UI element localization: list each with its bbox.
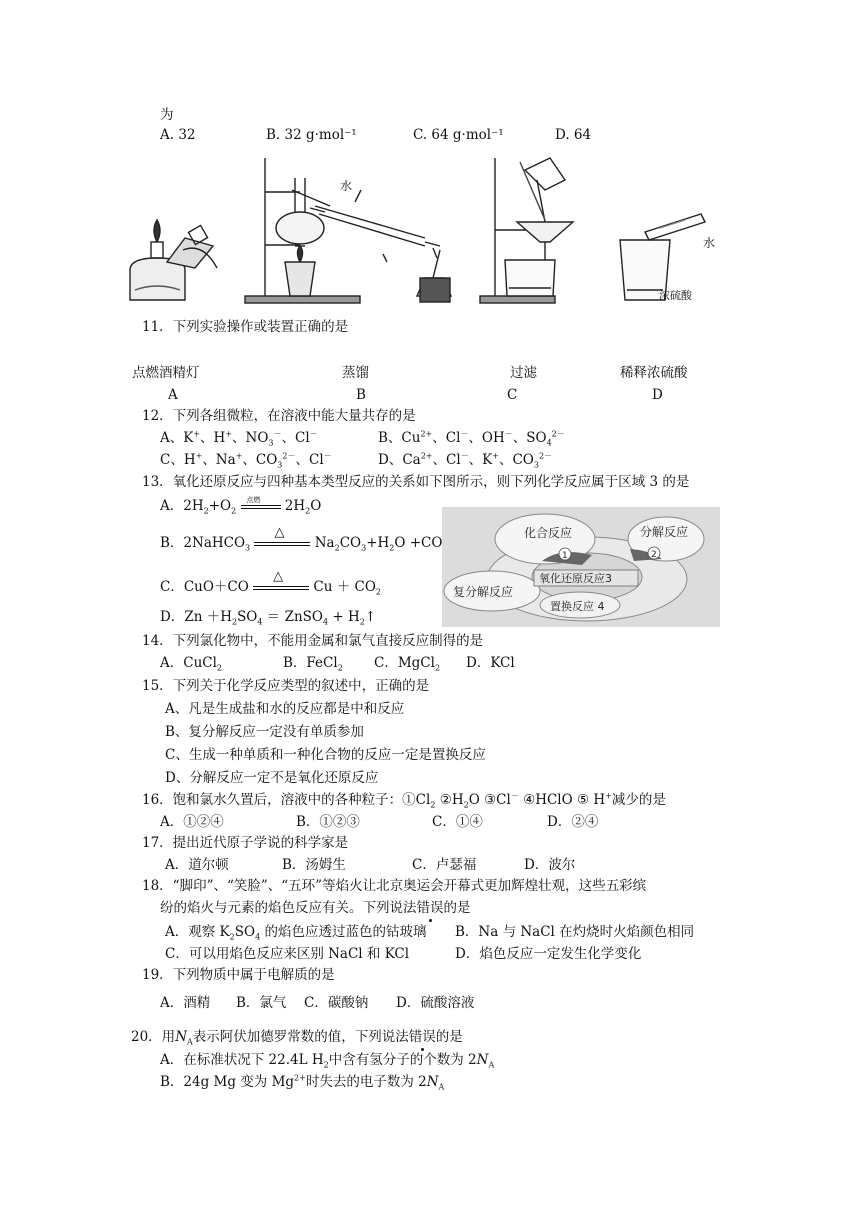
q15-option-d: D、分解反应一定不是氧化还原反应: [165, 770, 379, 786]
q13-stem: 13．氧化还原反应与四种基本类型反应的关系如下图所示，则下列化学反应属于区域 3 的是: [142, 474, 690, 490]
reaction-type-diagram: [442, 507, 720, 627]
alcohol-lamp-icon: [130, 220, 217, 300]
q11-letter-a: A: [168, 387, 178, 403]
q19-option-d: D．硫酸溶液: [396, 995, 475, 1011]
double-decomposition-label: 复分解反应: [453, 585, 514, 599]
q17-option-a: A．道尔顿: [165, 857, 229, 873]
q16-stem: 16．饱和氯水久置后，溶液中的各种粒子：$①Cl_2$ $②H_2O$ ③Cl－ ④HClO ⑤ H+减少的是: [142, 791, 666, 810]
q18-option-d: D．焰色反应一定发生化学变化: [455, 946, 642, 962]
q13-option-b: B．2NaHCO$_3$ △ $Na_2CO_3+H_2O +CO$: [160, 524, 443, 553]
q16-option-d: D．②④: [547, 814, 599, 830]
q11-caption-c: 过滤: [510, 365, 537, 381]
region-1-label: 1: [562, 551, 568, 561]
q13-option-c: C．CuO＋CO △ $Cu + CO_2$: [160, 568, 381, 597]
q18-stem-line1: 18．“脚印”、“笑脸”、“五环”等焰火让北京奥运会开幕式更加辉煌壮观，这些五彩缤: [142, 878, 647, 894]
q19-option-a: A．酒精: [160, 995, 211, 1011]
lab-apparatus-figure: [125, 150, 725, 310]
q16-option-b: B．①②③: [296, 814, 360, 830]
q19-stem: 19．下列物质中属于电解质的是: [142, 967, 335, 983]
q12-option-c: C、H+、Na+、$CO_3^{2-}$、Cl－: [160, 451, 332, 470]
q20-stem: 20．用$N_A$表示阿伏加德罗常数的值，下列说法错误的是: [131, 1029, 463, 1047]
q14-stem: 14．下列氯化物中，不能用金属和氯气直接反应制得的是: [142, 633, 484, 649]
q20-option-a: A．在标准状况下 22.4L $H_2$中含有氢分子的个数为 $2N_A$: [160, 1052, 495, 1070]
ignite-condition: 点燃: [246, 495, 261, 504]
q19-option-c: C．碳酸钠: [304, 995, 369, 1011]
q18-option-b: B．Na 与 NaCl 在灼烧时火焰颜色相同: [455, 924, 695, 940]
q11-caption-d: 稀释浓硫酸: [620, 365, 688, 381]
filtration-apparatus-icon: [480, 158, 573, 303]
q18-option-a: A．观察 $K_2SO_4$ 的焰色应透过蓝色的钴玻璃: [165, 924, 427, 942]
q18-option-c: C．可以用焰色反应来区别 NaCl 和 KCl: [165, 946, 410, 962]
acid-label: 浓硫酸: [659, 289, 692, 302]
water-label-d: 水: [703, 236, 716, 250]
q11-letter-b: B: [356, 387, 366, 403]
q12-option-b: B、$Cu^{2+}$、Cl－、OH－、$SO_4^{2-}$: [378, 429, 565, 448]
q12-option-a: A、K+、H+、$NO_3^-$、Cl－: [160, 429, 318, 448]
decomposition-reaction-label: 分解反应: [640, 525, 689, 539]
q12-stem: 12．下列各组微粒，在溶液中能大量共存的是: [142, 408, 416, 424]
q16-option-a: A．①②④: [160, 814, 224, 830]
q11-letter-c: C: [507, 387, 518, 403]
q13-option-d: D．$Zn +H_2SO_4$ ＝ ZnSO$_4$ + $H_2↑$: [160, 609, 377, 627]
combination-reaction-label: 化合反应: [524, 526, 573, 540]
q15-stem: 15．下列关于化学反应类型的叙述中，正确的是: [142, 678, 430, 694]
q12-option-d: D、$Ca^{2+}$、Cl－、K+、$CO_3^{2-}$: [378, 451, 553, 470]
q14-option-b: B．FeCl$_2$: [283, 655, 343, 673]
q20-option-b: B．24g Mg 变为 $Mg^{2+}$时失去的电子数为 $2N_A$: [160, 1073, 445, 1092]
q10-option-b: B. 32 g·mol⁻¹: [266, 127, 357, 143]
q14-option-c: C．MgCl$_2$: [374, 655, 441, 673]
q17-option-d: D．波尔: [524, 857, 576, 873]
q11-stem: 11．下列实验操作或装置正确的是: [142, 319, 349, 335]
q17-option-b: B．汤姆生: [282, 857, 346, 873]
emphasis-error: 错误: [416, 900, 444, 916]
q10-option-a: A. 32: [160, 127, 196, 143]
q19-option-b: B．氯气: [236, 995, 287, 1011]
water-label-b: 水: [340, 179, 353, 193]
q14-option-d: D．KCl: [466, 655, 515, 671]
redox-reaction-label: 氧化还原反应3: [539, 572, 612, 585]
q11-caption-a: 点燃酒精灯: [132, 365, 200, 381]
q11-letter-d: D: [652, 387, 663, 403]
emphasis-error: 错误: [408, 1029, 436, 1045]
q10-continuation: 为: [160, 107, 174, 123]
q17-option-c: C．卢瑟福: [412, 857, 477, 873]
q16-option-c: C．①④: [432, 814, 483, 830]
q15-option-c: C、生成一种单质和一种化合物的反应一定是置换反应: [165, 747, 486, 763]
q15-option-a: A、凡是生成盐和水的反应都是中和反应: [165, 701, 405, 717]
q14-option-a: A．CuCl$_2$: [160, 655, 223, 673]
q15-option-b: B、复分解反应一定没有单质参加: [165, 724, 364, 740]
q17-stem: 17．提出近代原子学说的科学家是: [142, 835, 349, 851]
displacement-reaction-label: 置换反应 4: [550, 600, 605, 613]
region-2-label: 2: [651, 550, 657, 560]
q10-option-d: D. 64: [555, 127, 592, 143]
q10-option-c: C. 64 g·mol⁻¹: [413, 127, 504, 143]
q18-stem-line2: 纷的焰火与元素的焰色反应有关。下列说法错误的是: [160, 900, 471, 916]
acid-dilution-icon: [620, 214, 705, 300]
q13-option-a: A．$2H_2+O_2$ 点燃 $2H_2O$: [160, 497, 321, 515]
q11-caption-b: 蒸馏: [342, 365, 369, 381]
